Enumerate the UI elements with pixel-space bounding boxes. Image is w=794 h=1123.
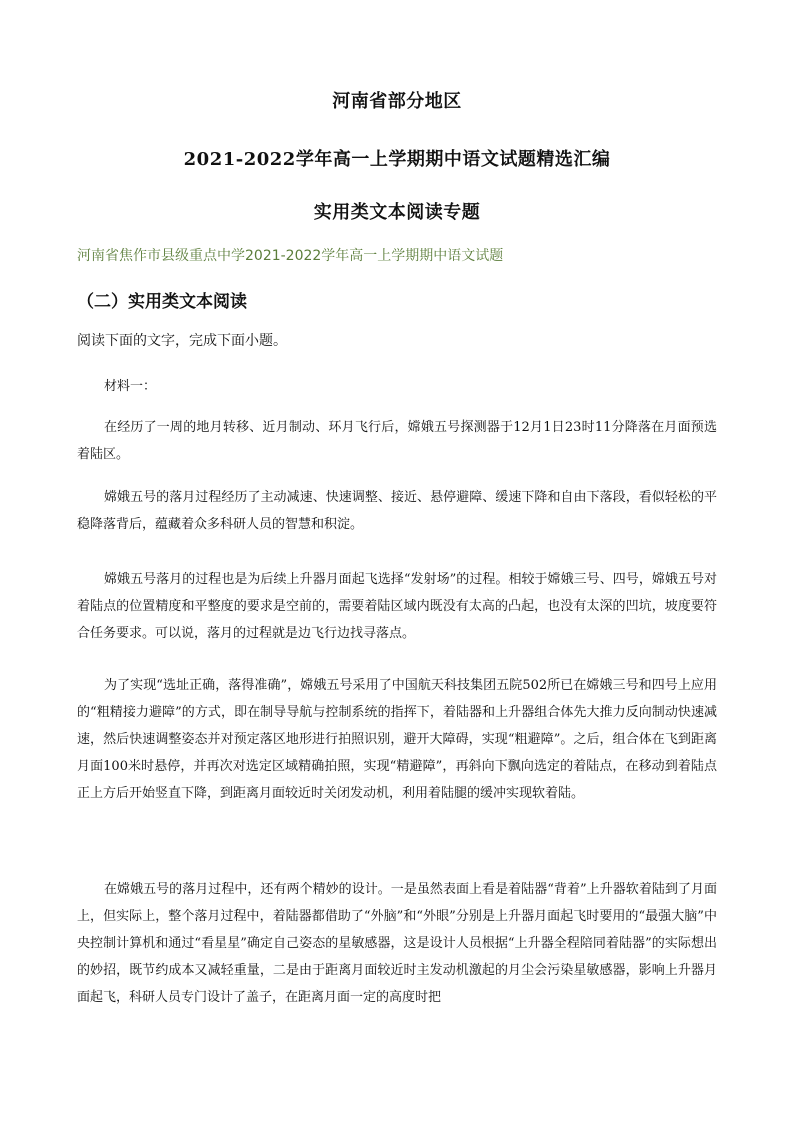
- paragraph-2: 嫦娥五号的落月过程经历了主动减速、快速调整、接近、悬停避障、缓速下降和自由下落段，看似轻松的平稳降落背后，蕴藏着众多科研人员的智慧和积淀。: [77, 490, 717, 532]
- title-line-2: 2021-2022学年高一上学期期中语文试题精选汇编: [183, 149, 611, 170]
- material-label: 材料一：: [104, 379, 157, 394]
- paragraph-4: 为了实现“选址正确，落得准确”，嫦娥五号采用了中国航天科技集团五院502所已在嫦娥三号和四号上应用的“粗精接力避障”的方式，即在制导导航与控制系统的指挥下，着陆器和上升器组合体先大推力反向制动快速减速，然后快速调整姿态并对预定落区地形进行拍照识别，避开大障碍，实现“粗避障”。之后，组合体在飞到距离月面100米时悬停，并再次对选定区域精确拍照，实现“精避障”，再斜向下飘向选定的着陆点，在移动到着陆点正上方后开始竖直下降，到距离月面较近时关闭发动机，利用着陆腿的缓冲实现软着陆。: [77, 678, 717, 801]
- paragraph-1: 在经历了一周的地月转移、近月制动、环月飞行后，嫦娥五号探测器于12月1日23时11分降落在月面预选着陆区。: [77, 420, 717, 462]
- instruction-text: 阅读下面的文字，完成下面小题。: [77, 333, 287, 349]
- section-heading: （二）实用类文本阅读: [77, 292, 247, 312]
- source-line: 河南省焦作市县级重点中学2021-2022学年高一上学期期中语文试题: [77, 248, 504, 264]
- paragraph-3: 嫦娥五号落月的过程也是为后续上升器月面起飞选择“发射场”的过程。相较于嫦娥三号、四号，嫦娥五号对着陆点的位置精度和平整度的要求是空前的，需要着陆区域内既没有太高的凸起，也没有太深的凹坑，坡度要符合任务要求。可以说，落月的过程就是边飞行边找寻落点。: [77, 572, 717, 641]
- title-line-1: 河南省部分地区: [332, 91, 462, 112]
- title-line-3: 实用类文本阅读专题: [313, 202, 481, 223]
- paragraph-5: 在嫦娥五号的落月过程中，还有两个精妙的设计。一是虽然表面上看是着陆器“背着”上升器软着陆到了月面上，但实际上，整个落月过程中，着陆器都借助了“外脑”和“外眼”分别是上升器月面起飞时要用的“最强大脑”中央控制计算机和通过“看星星”确定自己姿态的星敏感器，这是设计人员根据“上升器全程陪同着陆器”的实际想出的妙招，既节约成本又减轻重量，二是由于距离月面较近时主发动机激起的月尘会污染星敏感器，影响上升器月面起飞，科研人员专门设计了盖子，在距离月面一定的高度时把: [77, 882, 717, 1005]
